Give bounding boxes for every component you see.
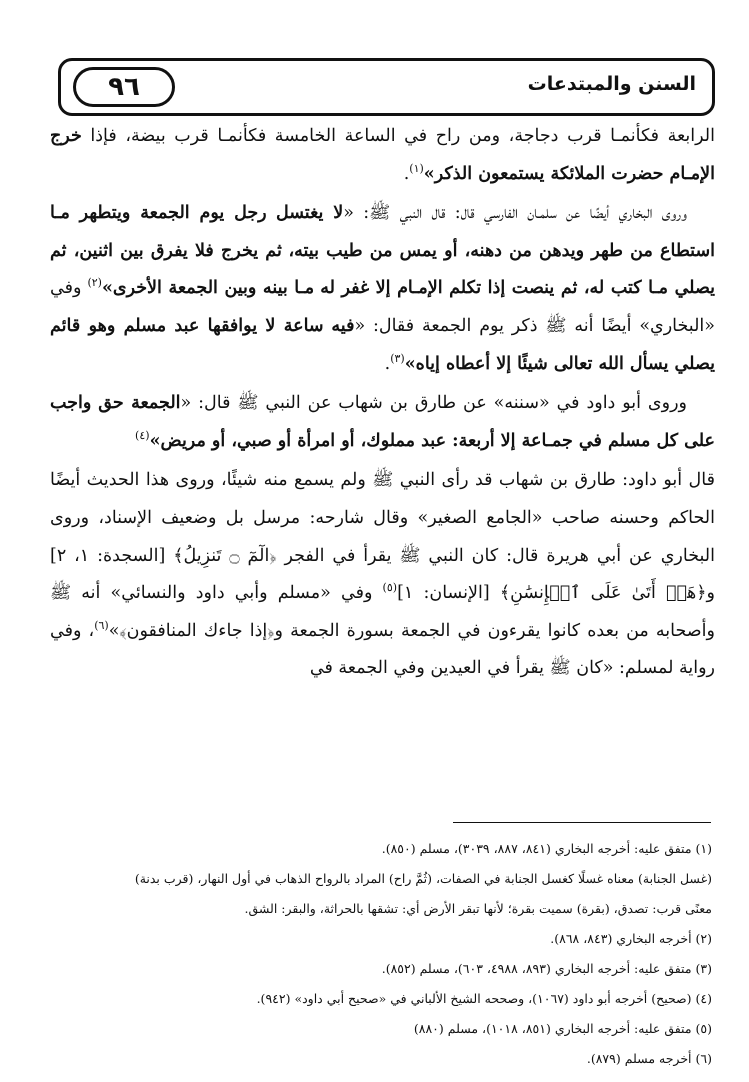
hadith-text: الجمعة حق bbox=[98, 393, 181, 414]
paragraph-4 bbox=[50, 462, 715, 688]
hadith-text: ثم يخرج فلا يفرق بين اثنين، ثم يصلي مـا كتب له، ثم ينصت إذا تكلم الإمـام إلا غفر له bbox=[50, 240, 715, 299]
text-line: ، وفي رواية لمسلم: «كان ﷺ يقرأ في العيدين وفي الجمعة في bbox=[50, 620, 715, 679]
footnote: (١) متفق عليه: أخرجه البخاري (٨٤١، ٨٨٧، ٣٠٣٩)، مسلم (٨٥٠). bbox=[381, 841, 712, 856]
paragraph-3 bbox=[50, 385, 715, 460]
footnote-ref: (٢) bbox=[87, 276, 102, 290]
footnote: معنًى قرب: تصدق، (بقرة) سميت بقرة؛ لأنها تبقر الأرض أي: تشقها بالحراثة، والبقر: الشق. bbox=[244, 901, 712, 916]
text-line: قال أبو داود: طارق بن شهاب قد رأى النبي ﷺ ولم يسمع منه شيئًا، وروى هذا bbox=[145, 470, 715, 491]
quran-verse: و﴿إذا جاءك المنافقون﴾» bbox=[108, 620, 283, 641]
running-title: السنن والمبتدعات bbox=[527, 73, 696, 95]
hadith-text: مـا بينه وبين الجمعة الأخرى» bbox=[101, 278, 315, 299]
footnote: (غسل الجنابة) معناه غسلًا كغسل الجنابة في الصفات، (ثُمَّ راح) المراد بالرواح الذهاب في أول النهار، (قرب بدنة) bbox=[134, 871, 712, 886]
footnote: (٢) أخرجه البخاري (٨٤٣، ٨٦٨). bbox=[550, 931, 712, 946]
text-line: الرابعة فكأنمـا قرب دجاجة، ومن راح في الساعة الخامسة فكأنمـا قرب بيضة، فإذا bbox=[90, 126, 715, 146]
hadith-text: ساعة لا يوافقها عبد مسلم وهو قائم يصلي يسأل الله تعالى شيئًا إلا أعطاه إياه» bbox=[50, 315, 715, 374]
paragraph-1: الرابعة فكأنمـا قرب دجاجة، ومن راح في الساعة الخامسة فكأنمـا قرب بيضة، فإذا خرج الإمـام حضرت الملائكة يستمعون الذكر»$^{(١)}$. bbox=[50, 126, 715, 184]
page-number: ٩٦ bbox=[73, 67, 175, 107]
footnote: (٦) أخرجه مسلم (٨٧٩). bbox=[586, 1051, 712, 1066]
text-line: وضعيف الإسناد، وروى البخاري عن أبي هريرة قال: كان النبي ﷺ يقرأ في الفجر bbox=[50, 507, 715, 566]
main-text bbox=[50, 118, 715, 690]
hadith-text: فيه bbox=[331, 315, 355, 336]
footnote: (٥) متفق عليه: أخرجه البخاري (٨٥١، ١٠١٨)، مسلم (٨٨٠) bbox=[413, 1021, 712, 1036]
footnote: (٤) (صحيح) أخرجه أبو داود (١٠٦٧)، وصححه الشيخ الألباني في «صحيح أبي داود» (٩٤٢). bbox=[256, 991, 712, 1006]
footnote: (٣) متفق عليه: أخرجه البخاري (٨٩٣، ٤٩٨٨، ٦٠٣)، مسلم (٨٥٢). bbox=[381, 961, 712, 976]
text-line: وروى أبو داود في «سننه» عن طارق بن شهاب عن النبي ﷺ قال: « bbox=[180, 393, 687, 414]
page-header bbox=[58, 58, 715, 116]
quran-verse: ﴿الٓمٓ ۝ تَنزِيلُ﴾ [السجدة: ١، ٢] و﴿هَلۡ أَتَىٰ عَلَى ٱلۡإِنسَٰنِ﴾ [الإنسان: ١] bbox=[50, 545, 715, 604]
text-line: وفي «البخاري» أيضًا أنه ﷺ ذكر يوم الجمعة فقال: « bbox=[50, 278, 715, 336]
footnote-divider bbox=[453, 822, 711, 823]
text-line: وروى البخاري أيضًا عن سلمـان الفارسي قال: قال النبي ﷺ: « bbox=[343, 203, 687, 224]
text-line: خرج الإمـام حضرت الملائكة يستمعون الذكر» bbox=[50, 126, 715, 184]
footnote-ref: (٣) bbox=[390, 351, 405, 365]
text-line: وفي «مسلم وأبي bbox=[234, 583, 383, 604]
hadith-text: رجل يوم الجمعة ويتطهر مـا استطاع من طهر ويدهن من دهنه، أو يمس من طيب بيته، bbox=[50, 203, 715, 261]
hadith-text: واجب على كل مسلم في جمـاعة إلا أربعة: عبد مملوك، أو امرأة أو صبي، أو مريض» bbox=[50, 393, 715, 451]
footnotes bbox=[50, 834, 712, 1074]
footnote-ref: (٤) bbox=[135, 428, 150, 442]
text-line: داود والنسائي» أنه ﷺ وأصحابه من بعده كانوا يقرءون في الجمعة بسورة الجمعة bbox=[50, 583, 715, 641]
footnote-ref: (٥) bbox=[382, 581, 398, 595]
footnote-ref: (١) bbox=[409, 161, 424, 175]
footnote-ref: (٦) bbox=[94, 618, 109, 632]
text-line: الحديث أيضًا الحاكم وحسنه صاحب «الجامع الصغير» وقال شارحه: مرسل بل bbox=[50, 470, 715, 528]
hadith-text: لا يغتسل bbox=[275, 203, 344, 224]
paragraph-2: وروى البخاري أيضًا عن سلمـان الفارسي قال: قال النبي ﷺ: «لا يغتسل رجل يوم الجمعة ويتطهر مـا استطاع من طهر ويدهن من دهنه، أو يمس من طيب بيته، ثم يخرج فلا يفرق بين اثنين، ثم يصلي مـا كتب له، ثم ينصت إذا تكلم الإمـام إلا غفر له مـا بينه وبين الجمعة الأخرى»$^{(٢)}$ وفي «البخاري» أيضًا أنه ﷺ ذكر يوم الجمعة فقال: «فيه ساعة لا يوافقها عبد مسلم وهو قائم يصلي يسأل الله تعالى شيئًا إلا أعطاه إياه»$^{(٣)}$. bbox=[50, 203, 715, 374]
